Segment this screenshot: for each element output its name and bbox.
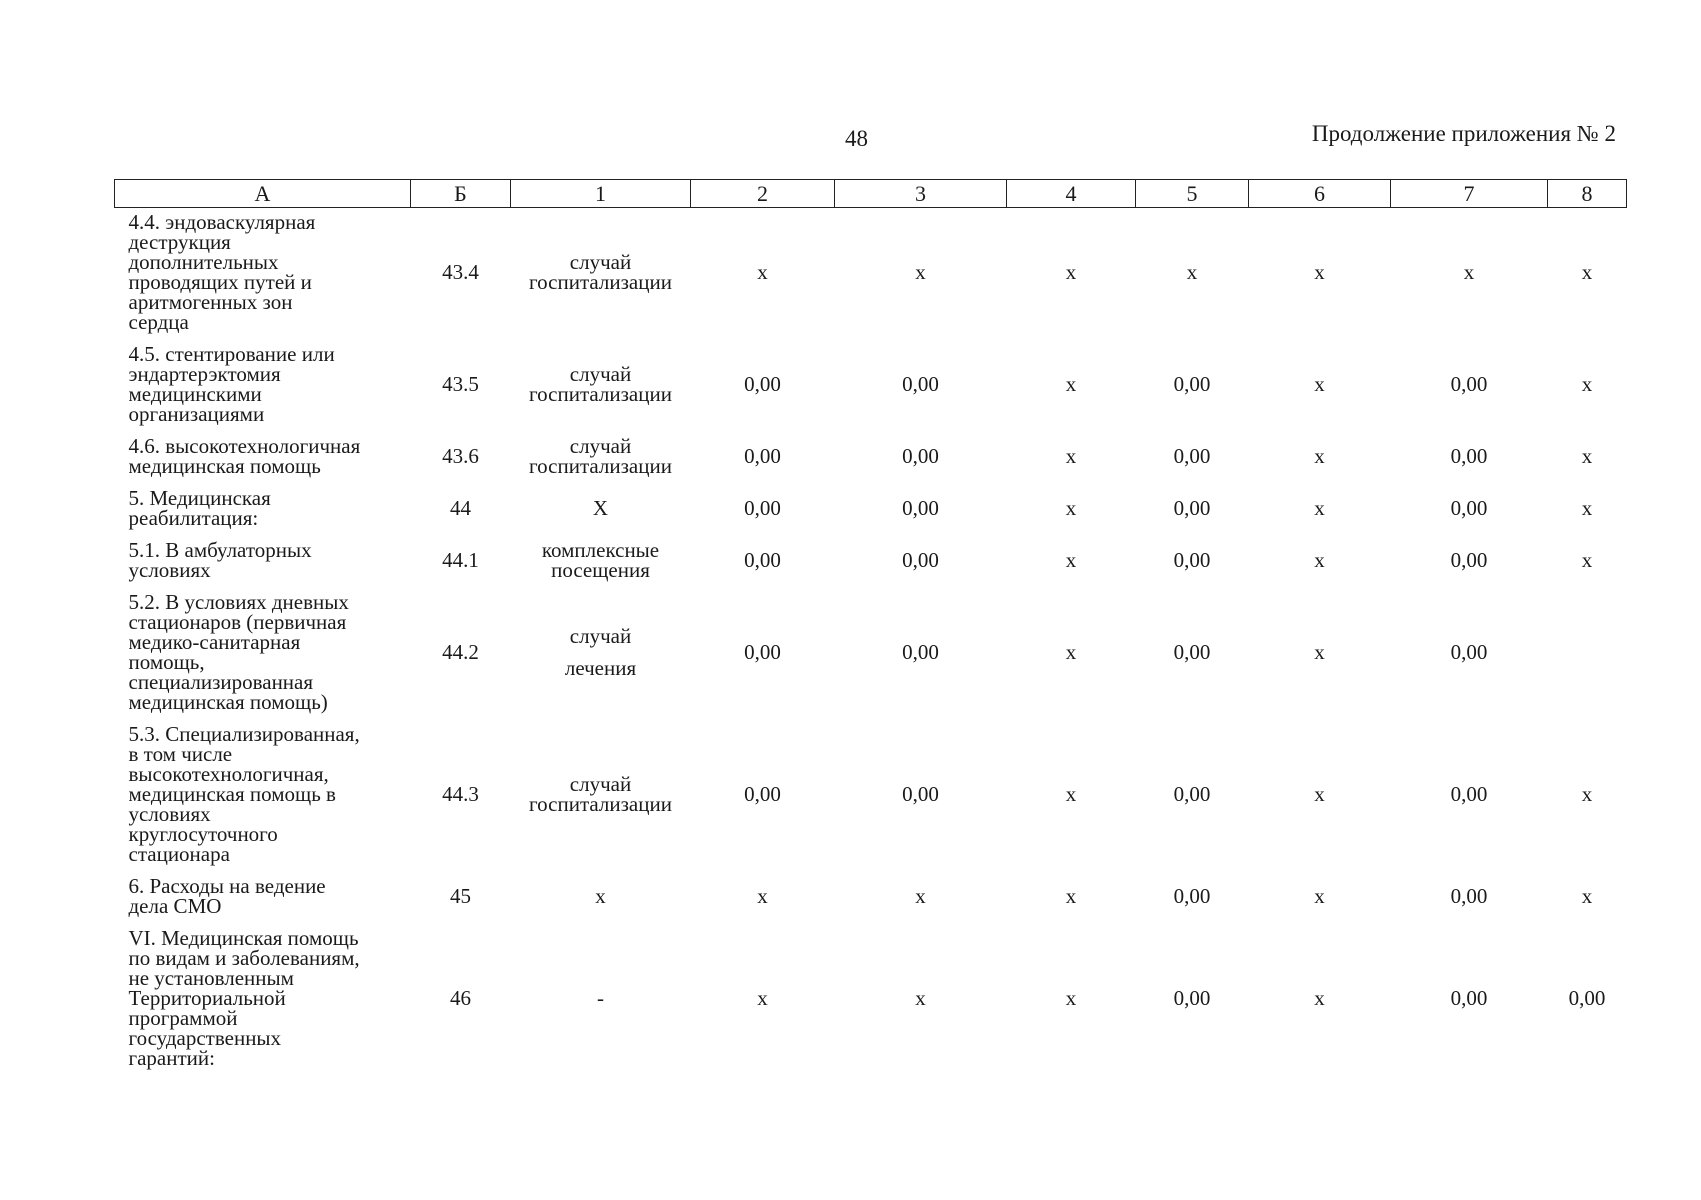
row-name bbox=[115, 432, 411, 484]
value-cell: х bbox=[757, 986, 768, 1010]
row-name-line: условиях bbox=[128, 802, 211, 826]
header-row bbox=[115, 180, 1627, 208]
row-name-line: стационара bbox=[128, 842, 230, 866]
value-cell: х bbox=[757, 260, 768, 284]
row-unit-line: случай bbox=[569, 772, 632, 796]
value-cell: 0,00 bbox=[1173, 548, 1211, 572]
row-name bbox=[115, 588, 411, 720]
row-name-line: 4.6. высокотехнологичная bbox=[128, 434, 361, 458]
table-row bbox=[115, 340, 1627, 432]
row-name-line: государственных bbox=[128, 1026, 282, 1050]
row-unit-line: лечения bbox=[564, 656, 637, 680]
value-cell: 0,00 bbox=[744, 372, 781, 396]
value-cell: х bbox=[1314, 986, 1325, 1010]
page-number: 48 bbox=[845, 126, 868, 151]
value-cell: 0,00 bbox=[1450, 444, 1488, 468]
row-name-line: круглосуточного bbox=[128, 822, 278, 846]
row-name-line: 4.4. эндоваскулярная bbox=[128, 210, 316, 234]
value-cell: х bbox=[1314, 444, 1325, 468]
value-cell: х bbox=[1314, 782, 1325, 806]
row-name-line: дела СМО bbox=[128, 894, 222, 918]
row-code: 44.1 bbox=[442, 548, 479, 572]
value-cell: 0,00 bbox=[1173, 986, 1211, 1010]
row-name-line: не установленным bbox=[128, 966, 294, 990]
value-cell: х bbox=[1581, 782, 1593, 806]
column-header: 6 bbox=[1249, 180, 1391, 208]
value-cell: 0,00 bbox=[1450, 496, 1488, 520]
row-unit-line: госпитализации bbox=[529, 454, 672, 478]
value-cell: 0,00 bbox=[902, 444, 939, 468]
table-row bbox=[115, 924, 1627, 1076]
row-name-line: условиях bbox=[128, 558, 211, 582]
value-cell: 0,00 bbox=[1173, 496, 1211, 520]
row-name-line: 5.3. Специализированная, bbox=[128, 722, 360, 746]
row-unit-line: Х bbox=[592, 496, 609, 520]
row-unit-line: х bbox=[595, 884, 606, 908]
value-cell: х bbox=[1581, 884, 1593, 908]
row-code: 44.3 bbox=[442, 782, 479, 806]
value-cell: 0,00 bbox=[1568, 986, 1606, 1010]
value-cell: х bbox=[1314, 496, 1325, 520]
row-name bbox=[115, 720, 411, 872]
row-unit-line: случай bbox=[569, 250, 632, 274]
table-row bbox=[115, 432, 1627, 484]
row-code: 43.6 bbox=[442, 444, 479, 468]
row-name-line: медико-санитарная bbox=[128, 630, 301, 654]
table-row bbox=[115, 720, 1627, 872]
value-cell: 0,00 bbox=[902, 548, 939, 572]
row-unit bbox=[511, 588, 691, 720]
row-name-line: медицинскими bbox=[128, 382, 262, 406]
row-unit-line: госпитализации bbox=[529, 270, 672, 294]
row-name bbox=[115, 340, 411, 432]
row-name-line: 5.1. В амбулаторных bbox=[128, 538, 312, 562]
value-cell: 0,00 bbox=[744, 496, 781, 520]
continuation-label: Продолжение приложения № 2 bbox=[1311, 121, 1616, 146]
table-body bbox=[115, 208, 1627, 1077]
value-cell: х bbox=[1581, 260, 1593, 284]
row-name-line: деструкция bbox=[128, 230, 231, 254]
value-cell: 0,00 bbox=[1173, 782, 1211, 806]
value-cell: х bbox=[915, 884, 926, 908]
value-cell: 0,00 bbox=[744, 548, 781, 572]
value-cell: х bbox=[1065, 372, 1077, 396]
value-cell: 0,00 bbox=[1450, 548, 1488, 572]
value-cell: х bbox=[915, 986, 926, 1010]
value-cell: х bbox=[1581, 444, 1593, 468]
value-cell: 0,00 bbox=[1450, 986, 1488, 1010]
row-unit-line: случай bbox=[569, 434, 632, 458]
row-name-line: реабилитация: bbox=[128, 506, 259, 530]
row-name-line: помощь, bbox=[128, 650, 205, 674]
value-cell: 0,00 bbox=[744, 640, 781, 664]
row-name bbox=[115, 208, 411, 341]
value-cell: х bbox=[1314, 640, 1325, 664]
value-cell: х bbox=[1314, 884, 1325, 908]
row-unit bbox=[511, 340, 691, 432]
column-header: 1 bbox=[511, 180, 691, 208]
value-cell: 0,00 bbox=[902, 782, 939, 806]
column-header: 7 bbox=[1391, 180, 1548, 208]
column-header: 5 bbox=[1136, 180, 1249, 208]
value-cell: х bbox=[1065, 260, 1077, 284]
value-cell: х bbox=[1314, 260, 1325, 284]
row-code: 43.5 bbox=[442, 372, 479, 396]
value-cell: 0,00 bbox=[1173, 444, 1211, 468]
column-header: 3 bbox=[835, 180, 1007, 208]
row-unit-line: - bbox=[597, 986, 604, 1010]
row-name-line: Территориальной bbox=[128, 986, 286, 1010]
column-header: А bbox=[115, 180, 411, 208]
value-cell: х bbox=[1065, 986, 1077, 1010]
row-code: 46 bbox=[450, 986, 471, 1010]
row-code: 43.4 bbox=[442, 260, 479, 284]
value-cell: х bbox=[1314, 372, 1325, 396]
value-cell: х bbox=[1065, 548, 1077, 572]
value-cell: 0,00 bbox=[1450, 884, 1488, 908]
row-name bbox=[115, 924, 411, 1076]
row-code: 45 bbox=[450, 884, 471, 908]
row-name-line: медицинская помощь в bbox=[128, 782, 336, 806]
row-name-line: 5.2. В условиях дневных bbox=[128, 590, 349, 614]
value-cell: х bbox=[1581, 496, 1593, 520]
value-cell: х bbox=[1065, 640, 1077, 664]
table-row bbox=[115, 484, 1627, 536]
value-cell: 0,00 bbox=[1450, 782, 1488, 806]
row-unit-line: госпитализации bbox=[529, 792, 672, 816]
row-code: 44.2 bbox=[442, 640, 479, 664]
value-cell: х bbox=[1065, 444, 1077, 468]
row-unit bbox=[511, 924, 691, 1076]
row-name-line: стационаров (первичная bbox=[128, 610, 347, 634]
value-cell: 0,00 bbox=[902, 372, 939, 396]
value-cell: 0,00 bbox=[1450, 372, 1488, 396]
value-cell: х bbox=[1463, 260, 1475, 284]
row-name-line: высокотехнологичная, bbox=[128, 762, 329, 786]
row-name-line: медицинская помощь) bbox=[128, 690, 328, 714]
data-table bbox=[114, 179, 1627, 1076]
row-code: 44 bbox=[450, 496, 471, 520]
row-unit bbox=[511, 484, 691, 536]
value-cell: х bbox=[1065, 782, 1077, 806]
row-unit bbox=[511, 536, 691, 588]
value-cell: 0,00 bbox=[744, 782, 781, 806]
row-name-line: в том числе bbox=[128, 742, 233, 766]
value-cell: 0,00 bbox=[902, 496, 939, 520]
row-unit-line: посещения bbox=[551, 558, 650, 582]
row-unit bbox=[511, 720, 691, 872]
value-cell: 0,00 bbox=[1173, 372, 1211, 396]
table-row bbox=[115, 536, 1627, 588]
column-header: Б bbox=[411, 180, 511, 208]
column-header: 4 bbox=[1007, 180, 1136, 208]
table-row bbox=[115, 588, 1627, 720]
row-name-line: медицинская помощь bbox=[128, 454, 321, 478]
value-cell: 0,00 bbox=[1173, 884, 1211, 908]
row-unit-line: случай bbox=[569, 362, 632, 386]
row-name-line: специализированная bbox=[128, 670, 314, 694]
value-cell: 0,00 bbox=[1173, 640, 1211, 664]
row-name-line: сердца bbox=[128, 310, 189, 334]
row-name-line: организациями bbox=[128, 402, 265, 426]
row-name-line: программой bbox=[128, 1006, 238, 1030]
row-name-line: гарантий: bbox=[128, 1046, 215, 1070]
row-name-line: VI. Медицинская помощь bbox=[128, 926, 359, 950]
row-unit-line: госпитализации bbox=[529, 382, 672, 406]
value-cell: х bbox=[1065, 496, 1077, 520]
value-cell: 0,00 bbox=[1450, 640, 1488, 664]
value-cell: х bbox=[1581, 372, 1593, 396]
row-name bbox=[115, 872, 411, 924]
value-cell: х bbox=[1581, 548, 1593, 572]
row-unit bbox=[511, 208, 691, 341]
row-name-line: эндартерэктомия bbox=[128, 362, 281, 386]
row-name-line: по видам и заболеваниям, bbox=[128, 946, 360, 970]
row-name bbox=[115, 536, 411, 588]
row-name bbox=[115, 484, 411, 536]
value-cell: 0,00 bbox=[744, 444, 781, 468]
table-row bbox=[115, 872, 1627, 924]
row-name-line: дополнительных bbox=[128, 250, 279, 274]
column-header: 2 bbox=[691, 180, 835, 208]
row-name-line: аритмогенных зон bbox=[128, 290, 293, 314]
value-cell: х bbox=[1065, 884, 1077, 908]
value-cell: х bbox=[1314, 548, 1325, 572]
value-cell bbox=[1548, 588, 1627, 720]
table-row bbox=[115, 208, 1627, 341]
column-header: 8 bbox=[1548, 180, 1627, 208]
value-cell: х bbox=[915, 260, 926, 284]
row-name-line: проводящих путей и bbox=[128, 270, 312, 294]
row-name-line: 4.5. стентирование или bbox=[128, 342, 335, 366]
value-cell: х bbox=[1186, 260, 1198, 284]
row-unit bbox=[511, 872, 691, 924]
row-unit bbox=[511, 432, 691, 484]
row-unit-line: комплексные bbox=[541, 538, 660, 562]
row-name-line: 6. Расходы на ведение bbox=[128, 874, 326, 898]
value-cell: х bbox=[757, 884, 768, 908]
row-name-line: 5. Медицинская bbox=[128, 486, 271, 510]
value-cell: 0,00 bbox=[902, 640, 939, 664]
row-unit-line: случай bbox=[569, 624, 632, 648]
